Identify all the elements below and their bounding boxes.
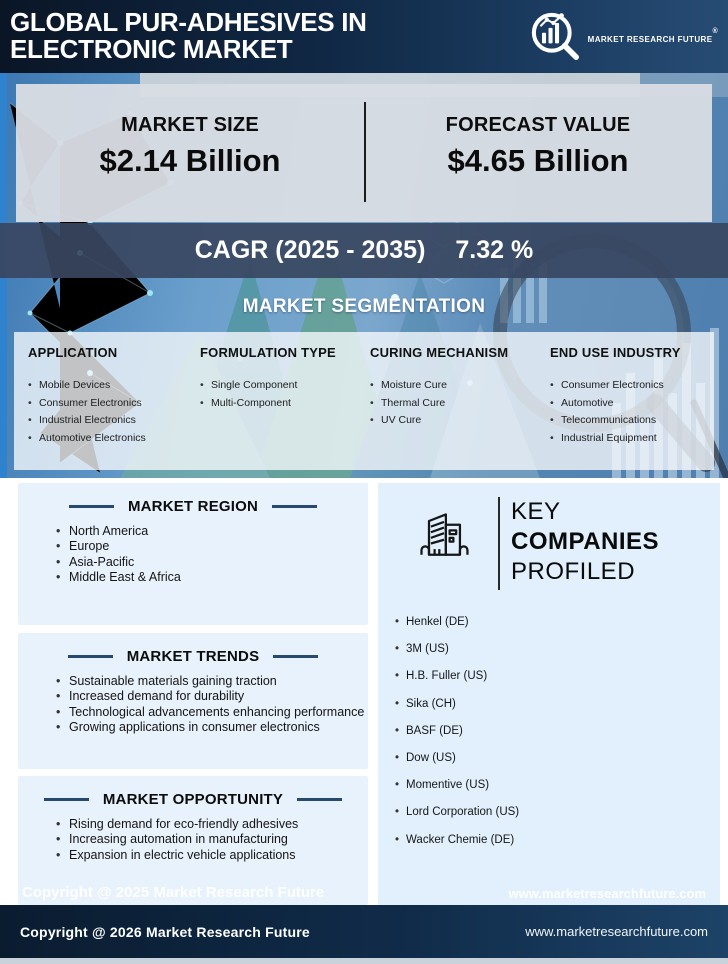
list-item: • Increasing automation in manufacturing xyxy=(56,832,368,847)
companies-divider xyxy=(498,497,500,590)
list-item: • Technological advancements enhancing performance xyxy=(56,705,368,720)
list-item: • Automotive xyxy=(550,397,720,409)
segmentation-col-curing-mechanism xyxy=(370,346,550,470)
list-item: • 3M (US) xyxy=(395,643,720,655)
list-item: • Lord Corporation (US) xyxy=(395,806,720,818)
cagr-value: 7.32 % xyxy=(455,236,534,264)
list-item: • UV Cure xyxy=(370,414,542,426)
footer xyxy=(0,905,728,958)
segmentation-list xyxy=(370,379,542,426)
page-title-line2: ELECTRONIC MARKET xyxy=(10,34,293,64)
heading-dash xyxy=(297,798,342,801)
forecast-value-value: $4.65 Billion xyxy=(447,143,629,178)
list-item: • Industrial Electronics xyxy=(28,414,192,426)
heading-dash xyxy=(69,505,114,508)
footer-copyright: Copyright @ 2026 Market Research Future xyxy=(20,923,310,940)
stats-divider xyxy=(364,102,366,202)
list-item: • Consumer Electronics xyxy=(28,397,192,409)
list-item: • Dow (US) xyxy=(395,752,720,764)
watermark-website: www.marketresearchfuture.com xyxy=(508,886,706,901)
forecast-value-block xyxy=(364,84,712,222)
list-item: • Asia-Pacific xyxy=(56,555,368,570)
list-item: • Industrial Equipment xyxy=(550,432,720,444)
brand-logo xyxy=(529,10,718,62)
heading-dash xyxy=(272,505,317,508)
segmentation-list xyxy=(550,379,720,444)
list-item: • H.B. Fuller (US) xyxy=(395,670,720,682)
market-trends-title: MARKET TRENDS xyxy=(126,648,260,665)
list-item: • BASF (DE) xyxy=(395,725,720,737)
list-item: • Thermal Cure xyxy=(370,397,542,409)
key-companies-panel xyxy=(378,483,720,905)
list-item: • Sika (CH) xyxy=(395,698,720,710)
market-trends-heading-row xyxy=(18,648,368,665)
page-title-line1: GLOBAL PUR-ADHESIVES IN xyxy=(10,7,367,37)
brand-logo-text: MARKET RESEARCH FUTURE® xyxy=(587,28,718,44)
list-item: • Moisture Cure xyxy=(370,379,542,391)
footer-website: www.marketresearchfuture.com xyxy=(525,924,708,939)
key-companies-title xyxy=(511,497,659,587)
list-item: • Expansion in electric vehicle applications xyxy=(56,848,368,863)
market-region-list xyxy=(56,524,368,586)
segmentation-list xyxy=(200,379,362,409)
list-item: • Momentive (US) xyxy=(395,779,720,791)
market-opportunity-heading-row xyxy=(18,791,368,808)
market-opportunity-title: MARKET OPPORTUNITY xyxy=(102,791,284,808)
registered-mark: ® xyxy=(712,28,718,35)
segmentation-heading: APPLICATION xyxy=(28,345,118,360)
list-item: • Henkel (DE) xyxy=(395,616,720,628)
heading-dash xyxy=(44,798,89,801)
segmentation-title: MARKET SEGMENTATION xyxy=(242,296,486,317)
segmentation-heading: END USE INDUSTRY xyxy=(550,345,681,360)
list-item: • Increased demand for durability xyxy=(56,689,368,704)
market-region-heading-row xyxy=(18,498,368,515)
market-size-value: $2.14 Billion xyxy=(99,143,281,178)
cagr-label: CAGR (2025 - 2035) xyxy=(194,236,426,264)
key-companies-header xyxy=(414,497,720,590)
list-item: • Rising demand for eco-friendly adhesives xyxy=(56,817,368,832)
list-item: • Consumer Electronics xyxy=(550,379,720,391)
list-item: • Europe xyxy=(56,539,368,554)
list-item: • Telecommunications xyxy=(550,414,720,426)
stats-panel xyxy=(16,84,712,222)
companies-list xyxy=(395,616,720,846)
mrfr-logo-icon xyxy=(529,10,581,62)
list-item: • Mobile Devices xyxy=(28,379,192,391)
key-companies-title-line3: PROFILED xyxy=(511,558,636,585)
market-trends-card xyxy=(18,633,368,769)
key-companies-title-line2: COMPANIES xyxy=(511,528,660,555)
page-title xyxy=(10,9,367,63)
segmentation-heading: FORMULATION TYPE xyxy=(200,345,336,360)
list-item: • Multi-Component xyxy=(200,397,362,409)
market-opportunity-list xyxy=(56,817,368,863)
market-size-label: MARKET SIZE xyxy=(121,114,259,136)
forecast-value-label: FORECAST VALUE xyxy=(445,114,631,136)
cagr-band xyxy=(0,223,728,278)
watermark-copyright: Copyright @ 2025 Market Research Future xyxy=(22,884,325,901)
list-item: • Sustainable materials gaining traction xyxy=(56,674,368,689)
market-region-card xyxy=(18,483,368,625)
building-icon xyxy=(414,503,474,569)
heading-dash xyxy=(273,655,318,658)
segmentation-panel xyxy=(14,332,714,470)
header xyxy=(0,0,728,73)
list-item: • Automotive Electronics xyxy=(28,432,192,444)
market-region-title: MARKET REGION xyxy=(127,498,259,515)
list-item: • Growing applications in consumer electronics xyxy=(56,720,368,735)
bottom-strip xyxy=(0,958,728,964)
segmentation-col-end-use-industry xyxy=(550,346,728,470)
segmentation-col-formulation-type xyxy=(200,346,370,470)
segmentation-col-application xyxy=(28,346,200,470)
market-trends-list xyxy=(56,674,368,736)
segmentation-list xyxy=(28,379,192,444)
key-companies-title-line1: KEY xyxy=(511,498,561,525)
segmentation-heading: CURING MECHANISM xyxy=(370,345,509,360)
list-item: • Middle East & Africa xyxy=(56,570,368,585)
list-item: • North America xyxy=(56,524,368,539)
market-size-block xyxy=(16,84,364,222)
list-item: • Single Component xyxy=(200,379,362,391)
list-item: • Wacker Chemie (DE) xyxy=(395,834,720,846)
heading-dash xyxy=(68,655,113,658)
